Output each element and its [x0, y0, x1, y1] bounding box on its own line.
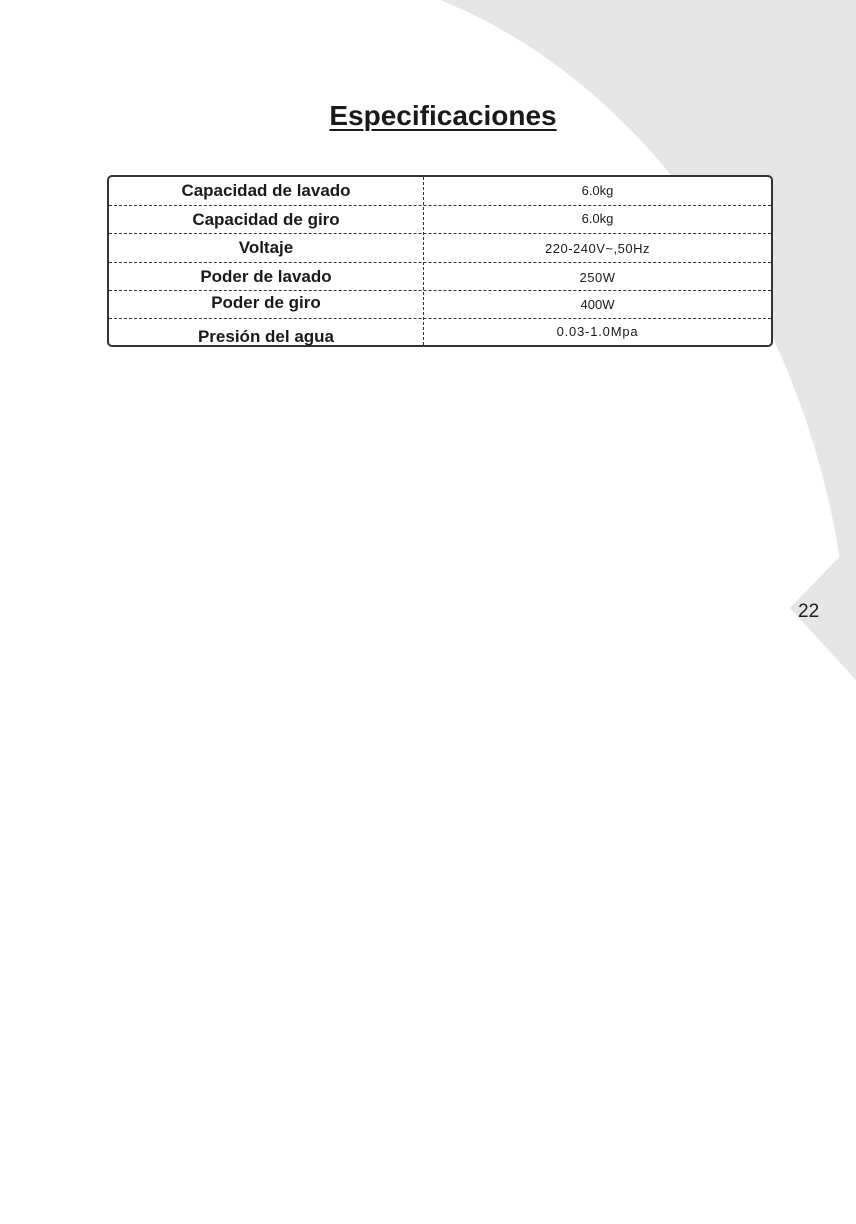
table-row	[109, 291, 771, 319]
spec-value: 250W	[579, 270, 616, 285]
spec-label: Poder de giro	[211, 293, 321, 312]
spec-label: Poder de lavado	[200, 267, 332, 286]
spec-value: 0.03-1.0Mpa	[556, 324, 639, 339]
table-row	[109, 263, 771, 291]
page-title: Especificaciones	[329, 100, 557, 131]
table-row	[109, 319, 771, 347]
spec-value: 6.0kg	[581, 211, 614, 226]
spec-label: Capacidad de giro	[192, 210, 340, 229]
spec-label: Voltaje	[238, 238, 294, 257]
spec-value: 6.0kg	[581, 183, 614, 198]
table-row	[109, 234, 771, 263]
specifications-table	[107, 175, 773, 347]
table-row	[109, 206, 771, 234]
spec-value: 220-240V~,50Hz	[545, 241, 650, 256]
spec-value: 400W	[580, 297, 615, 312]
spec-label: Capacidad de lavado	[181, 181, 351, 200]
spec-label: Presión del agua	[197, 327, 335, 346]
page-number: 22	[798, 601, 820, 622]
table-row	[109, 177, 771, 206]
